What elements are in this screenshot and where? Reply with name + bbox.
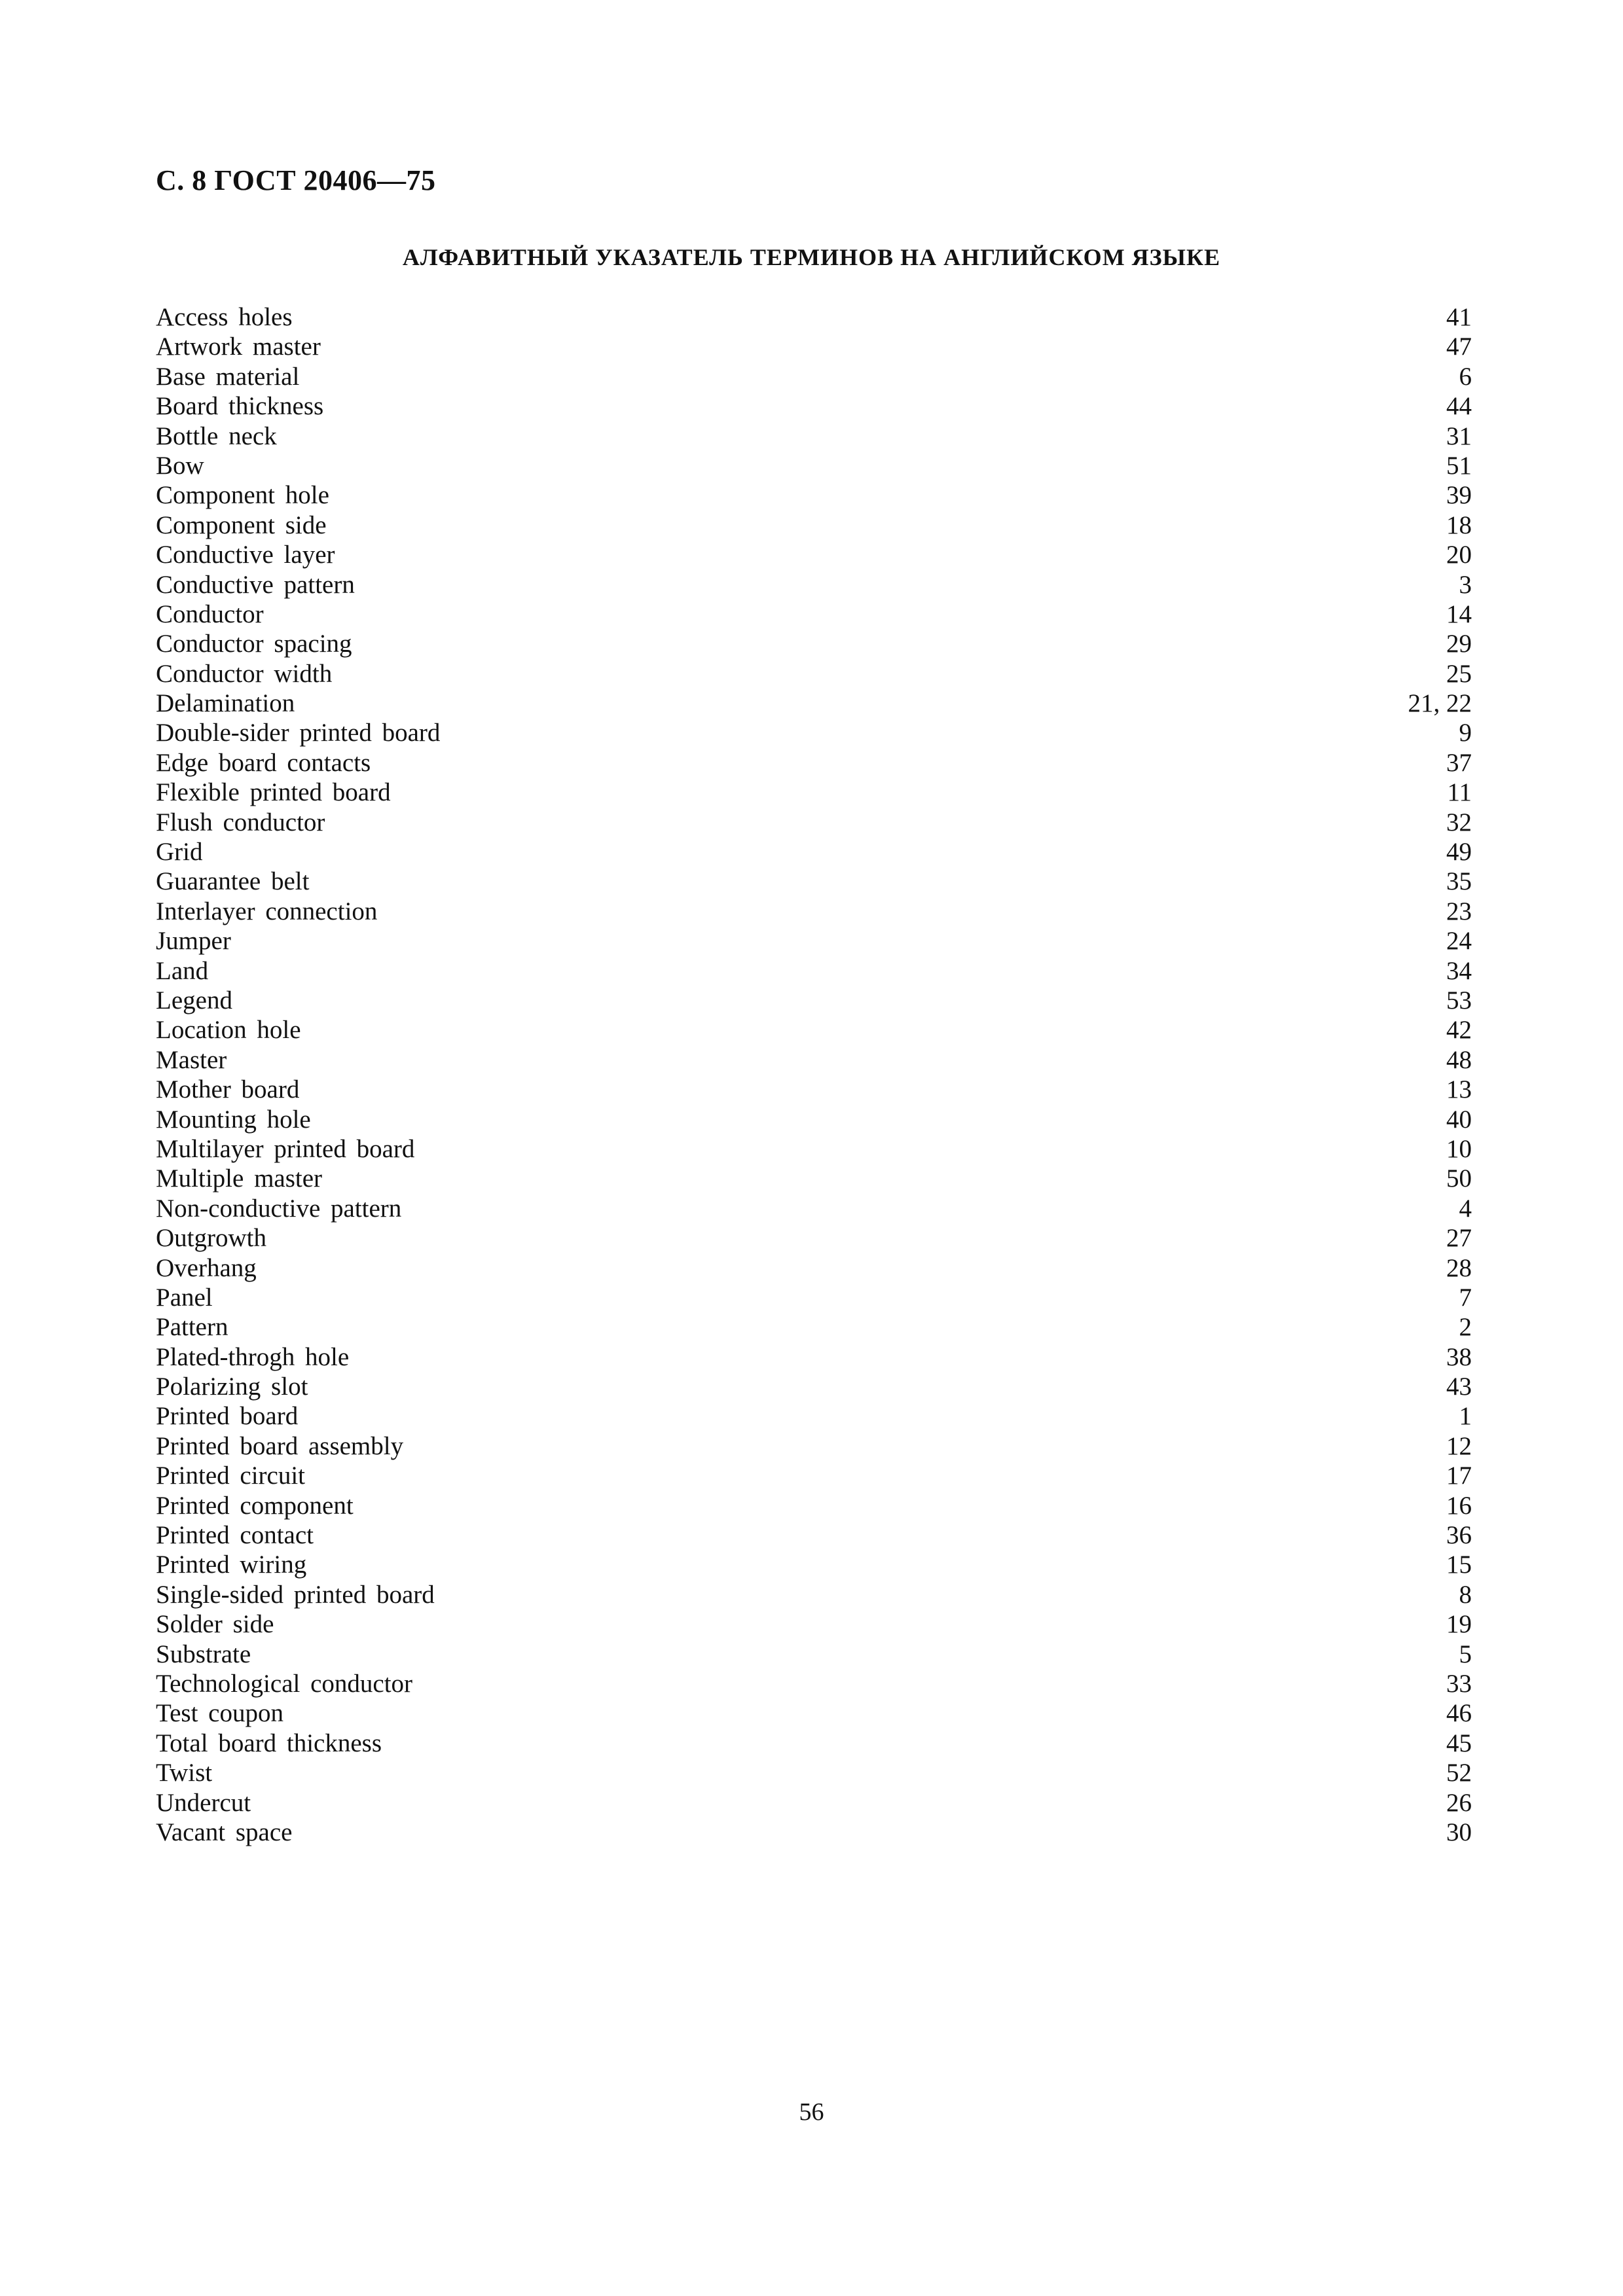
index-term: Undercut bbox=[156, 1788, 251, 1817]
index-ref-number: 30 bbox=[1446, 1818, 1472, 1846]
index-ref-number: 7 bbox=[1459, 1283, 1472, 1312]
index-entry bbox=[156, 718, 1472, 747]
index-term: Panel bbox=[156, 1283, 213, 1312]
index-ref-number: 10 bbox=[1446, 1134, 1472, 1163]
index-term: Artwork master bbox=[156, 332, 321, 361]
index-term: Master bbox=[156, 1045, 227, 1074]
index-entry bbox=[156, 1461, 1472, 1490]
index-ref-number: 24 bbox=[1446, 927, 1472, 956]
index-ref-number: 32 bbox=[1446, 808, 1472, 836]
index-ref-number: 50 bbox=[1446, 1164, 1472, 1193]
index-term: Overhang bbox=[156, 1253, 257, 1282]
index-entry bbox=[156, 600, 1472, 629]
index-entry bbox=[156, 1698, 1472, 1728]
index-ref-number: 42 bbox=[1446, 1016, 1472, 1045]
index-term: Polarizing slot bbox=[156, 1372, 308, 1401]
index-entry bbox=[156, 1134, 1472, 1164]
index-entry bbox=[156, 1283, 1472, 1312]
index-term: Mounting hole bbox=[156, 1105, 311, 1134]
index-ref-number: 46 bbox=[1446, 1699, 1472, 1728]
index-entry bbox=[156, 302, 1472, 332]
index-ref-number: 28 bbox=[1446, 1253, 1472, 1282]
index-entry bbox=[156, 867, 1472, 896]
index-ref-number: 34 bbox=[1446, 956, 1472, 985]
index-entry bbox=[156, 422, 1472, 451]
index-ref-number: 49 bbox=[1446, 838, 1472, 867]
index-entry bbox=[156, 1758, 1472, 1787]
index-term: Jumper bbox=[156, 927, 231, 956]
index-ref-number: 9 bbox=[1459, 719, 1472, 747]
index-ref-number: 25 bbox=[1446, 659, 1472, 688]
index-entry bbox=[156, 1105, 1472, 1134]
index-entry bbox=[156, 1401, 1472, 1431]
index-term: Component side bbox=[156, 511, 327, 539]
index-entry bbox=[156, 1580, 1472, 1609]
index-term: Twist bbox=[156, 1759, 213, 1787]
index-entry bbox=[156, 689, 1472, 718]
index-term: Printed contact bbox=[156, 1521, 314, 1550]
index-entry bbox=[156, 480, 1472, 510]
index-term: Grid bbox=[156, 838, 203, 867]
index-entry bbox=[156, 1045, 1472, 1075]
index-term: Conductive layer bbox=[156, 541, 335, 569]
index-term: Pattern bbox=[156, 1313, 228, 1342]
index-entry bbox=[156, 570, 1472, 600]
index-entry bbox=[156, 391, 1472, 421]
index-entry bbox=[156, 926, 1472, 956]
index-term: Interlayer connection bbox=[156, 897, 378, 925]
index-entry bbox=[156, 1253, 1472, 1283]
index-ref-number: 1 bbox=[1459, 1402, 1472, 1431]
index-ref-number: 38 bbox=[1446, 1342, 1472, 1371]
index-ref-number: 45 bbox=[1446, 1729, 1472, 1757]
index-ref-number: 21, 22 bbox=[1408, 689, 1472, 718]
index-term: Printed circuit bbox=[156, 1462, 306, 1490]
index-entry bbox=[156, 332, 1472, 361]
term-index-list bbox=[156, 302, 1472, 1847]
index-entry bbox=[156, 748, 1472, 778]
index-ref-number: 37 bbox=[1446, 748, 1472, 777]
index-ref-number: 11 bbox=[1447, 778, 1472, 807]
index-term: Conductor bbox=[156, 600, 264, 628]
index-ref-number: 12 bbox=[1446, 1431, 1472, 1460]
index-term: Bottle neck bbox=[156, 422, 277, 450]
index-term: Delamination bbox=[156, 689, 295, 718]
index-term: Flexible printed board bbox=[156, 778, 391, 807]
index-entry bbox=[156, 629, 1472, 658]
index-entry bbox=[156, 362, 1472, 391]
index-entry bbox=[156, 778, 1472, 807]
index-ref-number: 6 bbox=[1459, 362, 1472, 391]
index-ref-number: 31 bbox=[1446, 422, 1472, 450]
index-entry bbox=[156, 837, 1472, 867]
page-number: 56 bbox=[799, 2098, 824, 2126]
index-ref-number: 19 bbox=[1446, 1610, 1472, 1639]
index-ref-number: 51 bbox=[1446, 451, 1472, 480]
index-term: Double-sider printed board bbox=[156, 719, 441, 747]
index-ref-number: 2 bbox=[1459, 1313, 1472, 1342]
index-entry bbox=[156, 808, 1472, 837]
index-entry bbox=[156, 1669, 1472, 1698]
index-ref-number: 3 bbox=[1459, 570, 1472, 599]
index-term: Multilayer printed board bbox=[156, 1134, 415, 1163]
index-term: Conductive pattern bbox=[156, 570, 355, 599]
index-term: Printed board bbox=[156, 1402, 299, 1431]
index-entry bbox=[156, 1312, 1472, 1342]
index-ref-number: 23 bbox=[1446, 897, 1472, 925]
index-entry bbox=[156, 1372, 1472, 1401]
index-entry bbox=[156, 1075, 1472, 1104]
index-ref-number: 39 bbox=[1446, 481, 1472, 510]
index-term: Printed wiring bbox=[156, 1551, 307, 1579]
index-term: Land bbox=[156, 956, 209, 985]
index-ref-number: 18 bbox=[1446, 511, 1472, 539]
index-term: Printed component bbox=[156, 1491, 354, 1520]
index-term: Conductor spacing bbox=[156, 630, 352, 658]
index-ref-number: 16 bbox=[1446, 1491, 1472, 1520]
index-entry bbox=[156, 1818, 1472, 1847]
index-entry bbox=[156, 1194, 1472, 1223]
index-term: Board thickness bbox=[156, 392, 324, 421]
index-term: Total board thickness bbox=[156, 1729, 382, 1757]
index-entry bbox=[156, 1520, 1472, 1550]
index-ref-number: 5 bbox=[1459, 1640, 1472, 1668]
index-ref-number: 40 bbox=[1446, 1105, 1472, 1134]
index-entry bbox=[156, 897, 1472, 926]
index-term: Solder side bbox=[156, 1610, 274, 1639]
index-entry bbox=[156, 1609, 1472, 1639]
index-ref-number: 4 bbox=[1459, 1194, 1472, 1223]
index-term: Bow bbox=[156, 451, 204, 480]
index-term: Plated-throgh hole bbox=[156, 1342, 350, 1371]
index-term: Edge board contacts bbox=[156, 748, 371, 777]
index-ref-number: 14 bbox=[1446, 600, 1472, 628]
index-term: Base material bbox=[156, 362, 300, 391]
index-entry bbox=[156, 1342, 1472, 1372]
index-term: Flush conductor bbox=[156, 808, 325, 836]
index-ref-number: 48 bbox=[1446, 1045, 1472, 1074]
index-entry bbox=[156, 1431, 1472, 1461]
index-term: Mother board bbox=[156, 1075, 300, 1104]
section-title: АЛФАВИТНЫЙ УКАЗАТЕЛЬ ТЕРМИНОВ НА АНГЛИЙСКОМ ЯЗЫКЕ bbox=[402, 244, 1221, 270]
index-term: Multiple master bbox=[156, 1164, 323, 1193]
index-term: Access holes bbox=[156, 303, 293, 331]
index-ref-number: 33 bbox=[1446, 1669, 1472, 1698]
index-ref-number: 29 bbox=[1446, 630, 1472, 658]
index-term: Legend bbox=[156, 986, 232, 1014]
index-term: Substrate bbox=[156, 1640, 251, 1668]
index-term: Test coupon bbox=[156, 1699, 283, 1728]
index-entry bbox=[156, 1164, 1472, 1193]
index-entry bbox=[156, 1223, 1472, 1253]
index-ref-number: 43 bbox=[1446, 1372, 1472, 1401]
index-term: Outgrowth bbox=[156, 1224, 266, 1253]
index-entry bbox=[156, 1015, 1472, 1045]
index-entry bbox=[156, 659, 1472, 689]
index-term: Printed board assembly bbox=[156, 1431, 404, 1460]
index-ref-number: 20 bbox=[1446, 541, 1472, 569]
index-ref-number: 26 bbox=[1446, 1788, 1472, 1817]
index-ref-number: 27 bbox=[1446, 1224, 1472, 1253]
index-ref-number: 36 bbox=[1446, 1521, 1472, 1550]
index-entry bbox=[156, 1729, 1472, 1758]
index-term: Single-sided printed board bbox=[156, 1580, 435, 1609]
index-entry bbox=[156, 1550, 1472, 1579]
index-term: Location hole bbox=[156, 1016, 301, 1045]
index-term: Conductor width bbox=[156, 659, 333, 688]
index-entry bbox=[156, 956, 1472, 986]
index-term: Vacant space bbox=[156, 1818, 293, 1846]
index-entry bbox=[156, 540, 1472, 569]
index-entry bbox=[156, 986, 1472, 1015]
index-ref-number: 8 bbox=[1459, 1580, 1472, 1609]
index-entry bbox=[156, 1788, 1472, 1818]
index-ref-number: 52 bbox=[1446, 1759, 1472, 1787]
index-entry bbox=[156, 1640, 1472, 1669]
index-ref-number: 15 bbox=[1446, 1551, 1472, 1579]
index-entry bbox=[156, 451, 1472, 480]
index-term: Component hole bbox=[156, 481, 329, 510]
index-term: Technological conductor bbox=[156, 1669, 413, 1698]
index-ref-number: 35 bbox=[1446, 867, 1472, 896]
index-term: Guarantee belt bbox=[156, 867, 310, 896]
index-entry bbox=[156, 1491, 1472, 1520]
index-entry bbox=[156, 511, 1472, 540]
index-ref-number: 13 bbox=[1446, 1075, 1472, 1104]
index-term: Non-conductive pattern bbox=[156, 1194, 402, 1223]
page-header: С. 8 ГОСТ 20406—75 bbox=[156, 164, 436, 196]
index-ref-number: 53 bbox=[1446, 986, 1472, 1014]
index-ref-number: 44 bbox=[1446, 392, 1472, 421]
index-ref-number: 41 bbox=[1446, 303, 1472, 331]
index-ref-number: 17 bbox=[1446, 1462, 1472, 1490]
index-ref-number: 47 bbox=[1446, 332, 1472, 361]
